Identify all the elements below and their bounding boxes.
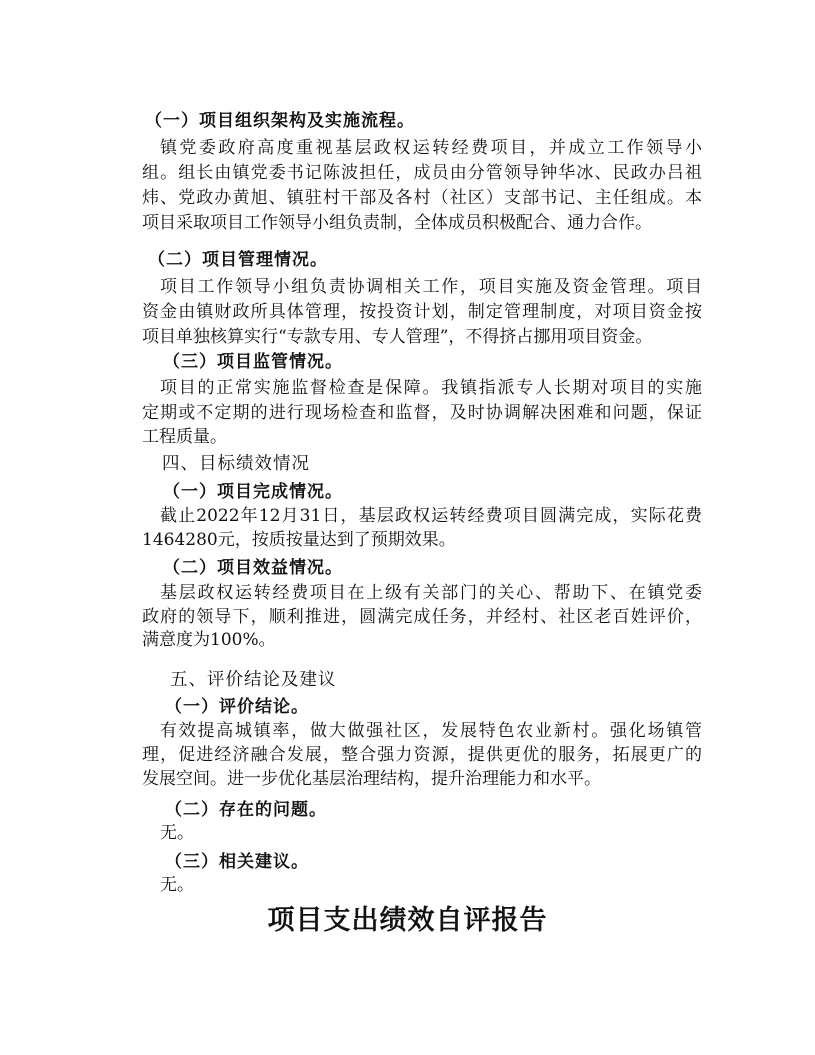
paragraph-line: 工程质量。 [142, 427, 227, 447]
paragraph-line: 基层政权运转经费项目在上级有关部门的关心、帮助下、在镇党委 [160, 583, 702, 603]
section-heading-completion: （一）项目完成情况。 [163, 482, 343, 502]
paragraph-line: 1464280元，按质按量达到了预期效果。 [142, 530, 456, 550]
report-title: 项目支出绩效自评报告 [267, 905, 548, 936]
paragraph-line: 发展空间。进一步优化基层治理结构，提升治理能力和水平。 [142, 769, 601, 789]
paragraph-line: 无。 [160, 823, 194, 843]
paragraph-line: 政府的领导下，顺利推进，圆满完成任务，并经村、社区老百姓评价， [142, 607, 702, 627]
paragraph-line: 组。组长由镇党委书记陈波担任，成员由分管领导钟华冰、民政办吕祖 [142, 163, 702, 183]
section-heading-conclusion: （一）评价结论。 [165, 697, 309, 717]
paragraph-line: 定期或不定期的进行现场检查和监督，及时协调解决困难和问题，保证 [142, 403, 702, 423]
paragraph-line: 项目工作领导小组负责协调相关工作，项目实施及资金管理。项目 [160, 277, 702, 297]
paragraph-line: 项目的正常实施监督检查是保障。我镇指派专人长期对项目的实施 [160, 378, 702, 398]
section-heading-org-structure: （一）项目组织架构及实施流程。 [145, 111, 415, 131]
paragraph-line: 截止2022年12月31日，基层政权运转经费项目圆满完成，实际花费 [160, 506, 702, 526]
section-heading-benefits: （二）项目效益情况。 [163, 558, 343, 578]
paragraph-line: 无。 [160, 875, 194, 895]
section-heading-goal-performance: 四、目标绩效情况 [162, 454, 310, 474]
section-heading-conclusion-suggestions: 五、评价结论及建议 [170, 670, 337, 690]
paragraph-line: 资金由镇财政所具体管理，按投资计划，制定管理制度，对项目资金按 [142, 302, 702, 322]
paragraph-line: 项目采取项目工作领导小组负责制，全体成员积极配合、通力合作。 [142, 213, 652, 233]
paragraph-line: 理，促进经济融合发展，整合强力资源，提供更优的服务，拓展更广的 [142, 745, 702, 765]
paragraph-line: 满意度为100%。 [142, 630, 276, 650]
section-heading-management: （二）项目管理情况。 [148, 250, 328, 270]
paragraph-line: 项目单独核算实行“专款专用、专人管理”，不得挤占挪用项目资金。 [142, 327, 653, 347]
paragraph-line: 炜、党政办黄旭、镇驻村干部及各村（社区）支部书记、主任组成。本 [142, 188, 702, 208]
paragraph-line: 镇党委政府高度重视基层政权运转经费项目，并成立工作领导小 [160, 138, 702, 158]
section-heading-suggestions: （三）相关建议。 [165, 852, 309, 872]
section-heading-problems: （二）存在的问题。 [165, 800, 327, 820]
paragraph-line: 有效提高城镇率，做大做强社区，发展特色农业新村。强化场镇管 [160, 721, 702, 741]
section-heading-supervision: （三）项目监管情况。 [163, 352, 343, 372]
